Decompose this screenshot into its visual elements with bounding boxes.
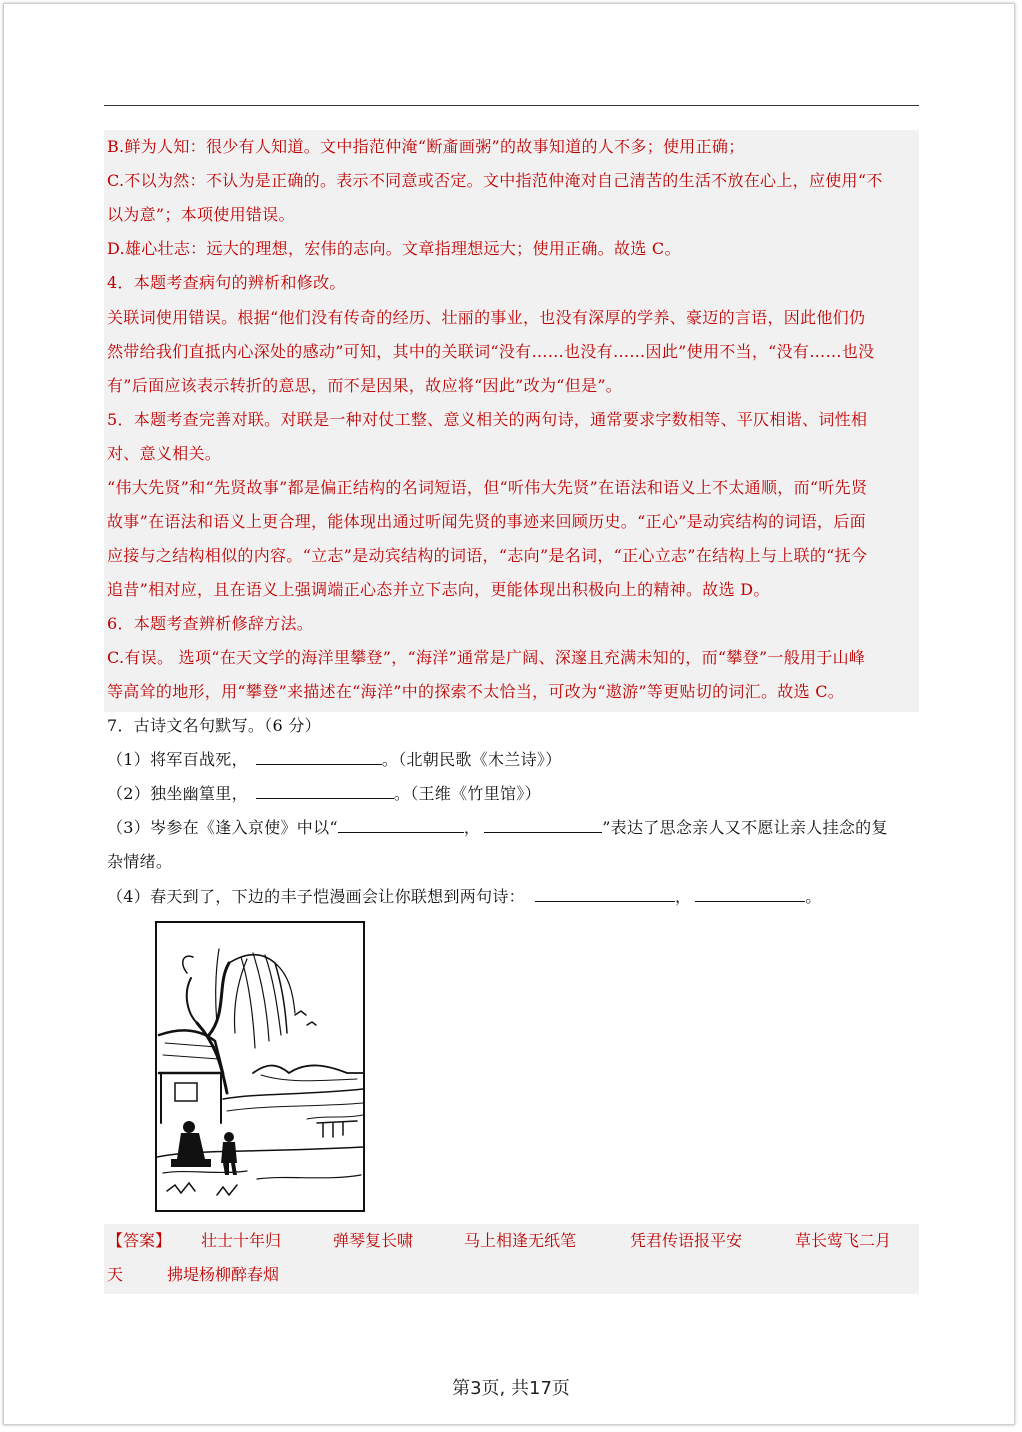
analysis-line: 有”后面应该表示转折的意思，而不是因果，故应将“因此”改为“但是”。 <box>107 376 623 395</box>
item-text: （2）独坐幽篁里， <box>107 784 248 803</box>
analysis-line: 5．本题考查完善对联。对联是一种对仗工整、意义相关的两句诗，通常要求字数相等、平仄相谐、词性相 <box>107 410 868 429</box>
analysis-line: 6．本题考查辨析修辞方法。 <box>107 614 314 633</box>
item-text: ， <box>463 818 481 837</box>
answer-blank[interactable] <box>695 883 805 902</box>
answer-item: 草长莺飞二月 <box>795 1231 892 1250</box>
item-text: （3）岑参在《逢入京使》中以“ <box>107 818 338 837</box>
answer-item: 壮士十年归 <box>201 1231 282 1250</box>
analysis-line: D.雄心壮志：远大的理想，宏伟的志向。文章指理想远大；使用正确。故选 C。 <box>107 239 681 258</box>
answer-blank[interactable] <box>484 814 602 833</box>
item-text: 。（王维《竹里馆》） <box>393 784 541 803</box>
question-7-item-4 <box>107 880 822 914</box>
analysis-line: 4．本题考查病句的辨析和修改。 <box>107 273 346 292</box>
header-rule <box>104 105 919 106</box>
question-7-item-3-cont: 杂情绪。 <box>107 852 173 871</box>
analysis-line: 等高耸的地形，用“攀登”来描述在“海洋”中的探索不太恰当，可改为“遨游”等更贴切的词汇。故选 C。 <box>107 682 845 701</box>
item-text: （1）将军百战死， <box>107 750 248 769</box>
question-7-item-1 <box>107 743 562 777</box>
answer-item: 拂堤杨柳醉春烟 <box>167 1265 280 1284</box>
answer-blank[interactable] <box>256 780 394 799</box>
analysis-line: C.不以为然：不认为是正确的。表示不同意或否定。文中指范仲淹对自己清苦的生活不放在心上，应使用“不 <box>107 171 883 190</box>
analysis-line: 以为意”；本项使用错误。 <box>107 205 295 224</box>
answer-item: 马上相逢无纸笔 <box>464 1231 577 1250</box>
answer-item: 弹琴复长啸 <box>333 1231 414 1250</box>
item-text: （4）春天到了，下边的丰子恺漫画会让你联想到两句诗： <box>107 887 525 906</box>
item-text: 。（北朝民歌《木兰诗》） <box>381 750 562 769</box>
feng-zikai-cartoon <box>155 921 365 1212</box>
analysis-line: 然带给我们直抵内心深处的感动”可知，其中的关联词“没有……也没有……因此”使用不当，“没有……也没 <box>107 342 875 361</box>
analysis-line: 追昔”相对应，且在语义上强调端正心态并立下志向，更能体现出积极向上的精神。故选 D。 <box>107 580 770 599</box>
item-text: ， <box>674 887 692 906</box>
answer-blank[interactable] <box>535 883 675 902</box>
analysis-line: “伟大先贤”和“先贤故事”都是偏正结构的名词短语，但“听伟大先贤”在语法和语义上不太通顺，而“听先贤 <box>107 478 868 497</box>
item-text: ”表达了思念亲人又不愿让亲人挂念的复 <box>602 818 888 837</box>
analysis-line: 对、意义相关。 <box>107 444 222 463</box>
answer-item: 凭君传语报平安 <box>630 1231 743 1250</box>
answer-blank[interactable] <box>256 746 382 765</box>
page-footer: 第3页, 共17页 <box>452 1378 570 1399</box>
answer-row-1 <box>107 1224 919 1258</box>
analysis-line: B.鲜为人知：很少有人知道。文中指范仲淹“断齑画粥”的故事知道的人不多；使用正确； <box>107 137 745 156</box>
question-7-title: 7．古诗文名句默写。（6 分） <box>107 716 321 735</box>
analysis-line: 应接与之结构相似的内容。“立志”是动宾结构的词语，“志向”是名词，“正心立志”在结构上与上联的“抚今 <box>107 546 868 565</box>
question-7-item-3 <box>107 811 888 845</box>
analysis-line: C.有误。 选项“在天文学的海洋里攀登”，“海洋”通常是广阔、深邃且充满未知的，而“攀登”一般用于山峰 <box>107 648 866 667</box>
item-text: 。 <box>805 887 822 906</box>
question-7-item-2 <box>107 777 541 811</box>
answer-label: 【答案】 <box>107 1231 172 1250</box>
answer-row-2 <box>107 1258 919 1292</box>
cartoon-drawing <box>157 923 363 1210</box>
answer-blank[interactable] <box>338 814 464 833</box>
answer-item: 天 <box>107 1265 124 1284</box>
analysis-line: 故事”在语法和语义上更合理，能体现出通过听闻先贤的事迹来回顾历史。“正心”是动宾结构的词语，后面 <box>107 512 866 531</box>
analysis-line: 关联词使用错误。根据“他们没有传奇的经历、壮丽的事业，也没有深厚的学养、豪迈的言语，因此他们仍 <box>107 308 866 327</box>
